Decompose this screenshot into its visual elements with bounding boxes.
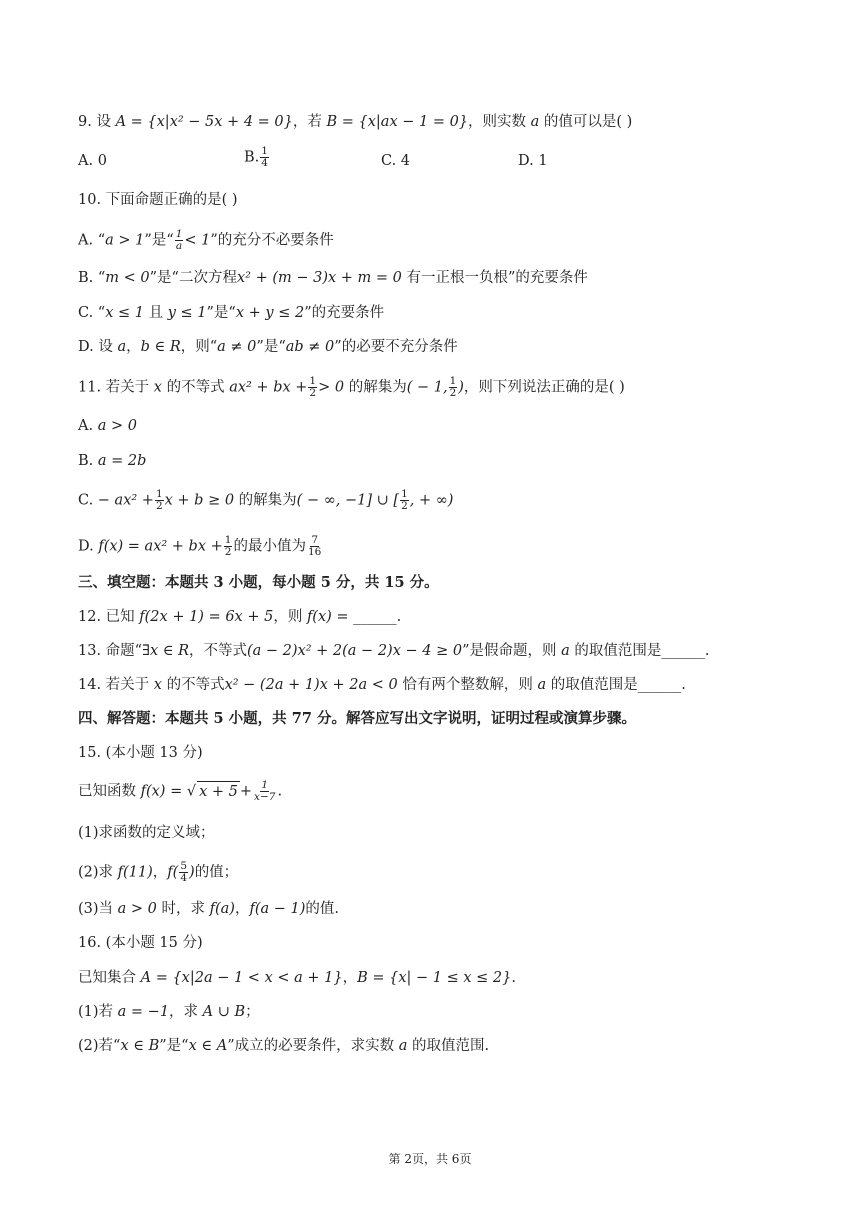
q11-option-d: D. f(x) = ax² + bx + $\frac{1}{2}$ 的最小值为 $\frac{7}{16}$ [78,534,322,558]
q9-stem: 9. 设 A = {x|x² − 5x + 4 = 0}，若 B = {x|ax − 1 = 0}，则实数 a 的值可以是( ) [78,114,633,130]
q11-option-c: C. − ax² + $\frac{1}{2}$ x + b ≥ 0 的解集为( − ∞, −1] ∪ [ $\frac{1}{2}$ , + ∞) [78,488,454,512]
q10-stem: 10. 下面命题正确的是( ) [78,192,238,208]
q9-option-b: B. $\frac{1}{4}$ [244,145,268,169]
q15-heading: 15. (本小题 13 分) [78,745,203,761]
q10-option-b: B. “m < 0”是“二次方程x² + (m − 3)x + m = 0 有一正根一负根”的充要条件 [78,270,588,286]
q9-option-c: C. 4 [381,153,411,169]
q15-part-3: (3)当 a > 0 时，求 f(a)，f(a − 1)的值. [78,901,339,917]
page-footer: 第 2页，共 6页 [388,1152,472,1166]
q11-option-a: A. a > 0 [78,418,137,434]
q14: 14. 若关于 x 的不等式x² − (2a + 1)x + 2a < 0 恰有两个整数解，则 a 的取值范围是______. [78,677,686,693]
q16-part-2: (2)若“x ∈ B”是“x ∈ A”成立的必要条件，求实数 a 的取值范围. [78,1038,490,1054]
q10-option-a: A. “a > 1”是“ $\frac{1}{a}$ < 1”的充分不必要条件 [78,228,334,252]
q13: 13. 命题“∃x ∈ R，不等式(a − 2)x² + 2(a − 2)x − 4 ≥ 0”是假命题，则 a 的取值范围是______. [78,643,710,659]
q16-heading: 16. (本小题 15 分) [78,935,203,951]
q16-part-1: (1)若 a = −1，求 A ∪ B； [78,1004,260,1020]
section-4-heading: 四、解答题：本题共 5 小题，共 77 分。解答应写出文字说明，证明过程或演算步骤。 [78,710,636,727]
q15-given: 已知函数 f(x) = √ x + 5 + $\frac{1}{x-7}$ . [78,779,283,803]
q15-part-2: (2)求 f(11)，f( $\frac{5}{4}$ )的值； [78,860,239,884]
q10-option-d: D. 设 a，b ∈ R，则“a ≠ 0”是“ab ≠ 0”的必要不充分条件 [78,339,458,355]
q16-given: 已知集合 A = {x|2a − 1 < x < a + 1}，B = {x| − 1 ≤ x ≤ 2}. [78,970,516,986]
q15-part-1: (1)求函数的定义域； [78,825,215,841]
section-3-heading: 三、填空题：本题共 3 小题，每小题 5 分，共 15 分。 [78,574,439,591]
q9-option-d: D. 1 [518,153,548,169]
q11-option-b: B. a = 2b [78,453,147,469]
q12: 12. 已知 f(2x + 1) = 6x + 5，则 f(x) = ______. [78,609,402,625]
q9-option-a: A. 0 [78,153,107,169]
q11-stem: 11. 若关于 x 的不等式 ax² + bx + $\frac{1}{2}$ > 0 的解集为( − 1, $\frac{1}{2}$ )，则下列说法正确的是( ) [78,375,625,399]
q10-option-c: C. “x ≤ 1 且 y ≤ 1”是“x + y ≤ 2”的充要条件 [78,305,385,321]
